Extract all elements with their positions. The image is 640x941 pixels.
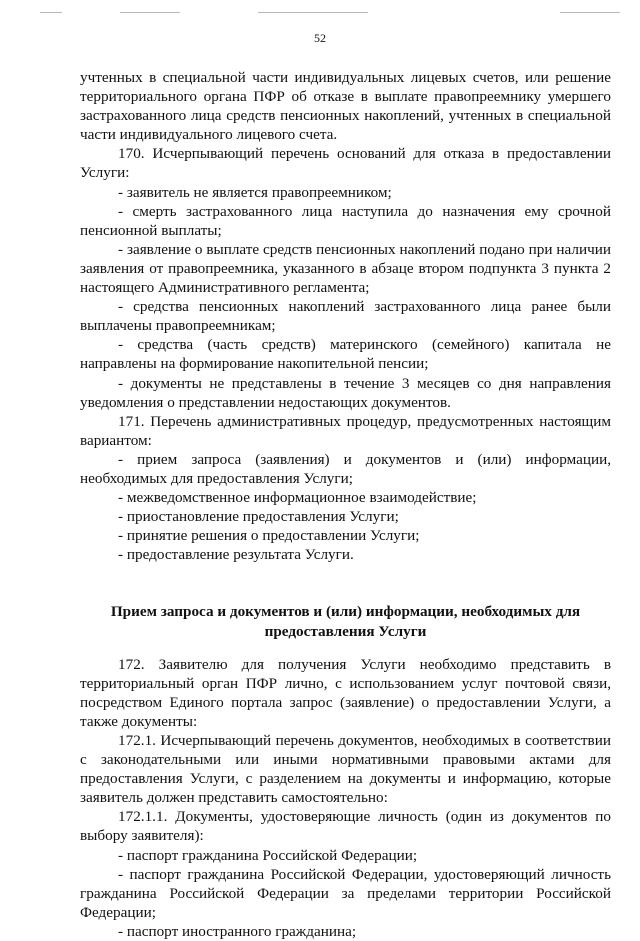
scan-artifact-line xyxy=(560,12,620,13)
paragraph: 172.1. Исчерпывающий перечень документов, необходимых в соответствии с законодательными или иными нормативными правовыми актами для предоставления Услуги, с разделением на документы и информацию, которые заявитель должен представить самостоятельно: xyxy=(80,732,611,807)
list-item: - прием запроса (заявления) и документов и (или) информации, необходимых для предоставления Услуги; xyxy=(80,450,611,487)
list-item: - средства (часть средств) материнского (семейного) капитала не направлены на формирование накопительной пенсии; xyxy=(80,336,611,373)
paragraph: 170. Исчерпывающий перечень оснований для отказа в предоставлении Услуги: xyxy=(80,145,611,182)
paragraph: 172.1.1. Документы, удостоверяющие личность (один из документов по выбору заявителя): xyxy=(80,808,611,845)
list-item: - документы не представлены в течение 3 месяцев со дня направления уведомления о представлении недостающих документов. xyxy=(80,374,611,411)
list-item: - паспорт гражданина Российской Федерации, удостоверяющий личность гражданина Российской Федерации за пределами территории Российской Федерации; xyxy=(80,865,611,921)
section-heading: Прием запроса и документов и (или) информации, необходимых для предоставления Услуги xyxy=(110,603,581,640)
scan-artifact-line xyxy=(120,12,180,13)
page-number: 52 xyxy=(314,31,326,45)
scan-artifact-line xyxy=(40,12,62,13)
list-item: - паспорт иностранного гражданина; xyxy=(118,922,357,940)
paragraph: 172. Заявителю для получения Услуги необходимо представить в территориальный орган ПФР лично, с использованием услуг почтовой связи, посредством Единого портала запрос (заявление) о предоставлении Услуги, а также документы: xyxy=(80,655,611,730)
list-item: - межведомственное информационное взаимодействие; xyxy=(118,489,477,507)
scan-artifact-line xyxy=(258,12,368,13)
list-item: - заявление о выплате средств пенсионных накоплений подано при наличии заявления от правопреемника, указанного в абзаце втором подпункта 3 пункта 2 настоящего Административного регламента; xyxy=(80,240,611,297)
document-body xyxy=(80,68,611,941)
list-item: - средства пенсионных накоплений застрахованного лица ранее были выплачены правопреемникам; xyxy=(80,298,611,335)
list-item: - смерть застрахованного лица наступила до назначения ему срочной пенсионной выплаты; xyxy=(80,202,611,239)
list-item: - предоставление результата Услуги. xyxy=(118,546,354,564)
paragraph: 171. Перечень административных процедур, предусмотренных настоящим вариантом: xyxy=(80,412,611,449)
list-item: - заявитель не является правопреемником; xyxy=(118,183,392,201)
list-item: - приостановление предоставления Услуги; xyxy=(118,508,399,526)
list-item: - паспорт гражданина Российской Федерации; xyxy=(118,846,418,864)
paragraph: учтенных в специальной части индивидуальных лицевых счетов, или решение территориального органа ПФР об отказе в выплате правопреемнику умершего застрахованного лица средств пенсионных накоплений, учтенных в специальной части индивидуального лицевого счета. xyxy=(80,69,611,144)
list-item: - принятие решения о предоставлении Услуги; xyxy=(118,527,420,545)
